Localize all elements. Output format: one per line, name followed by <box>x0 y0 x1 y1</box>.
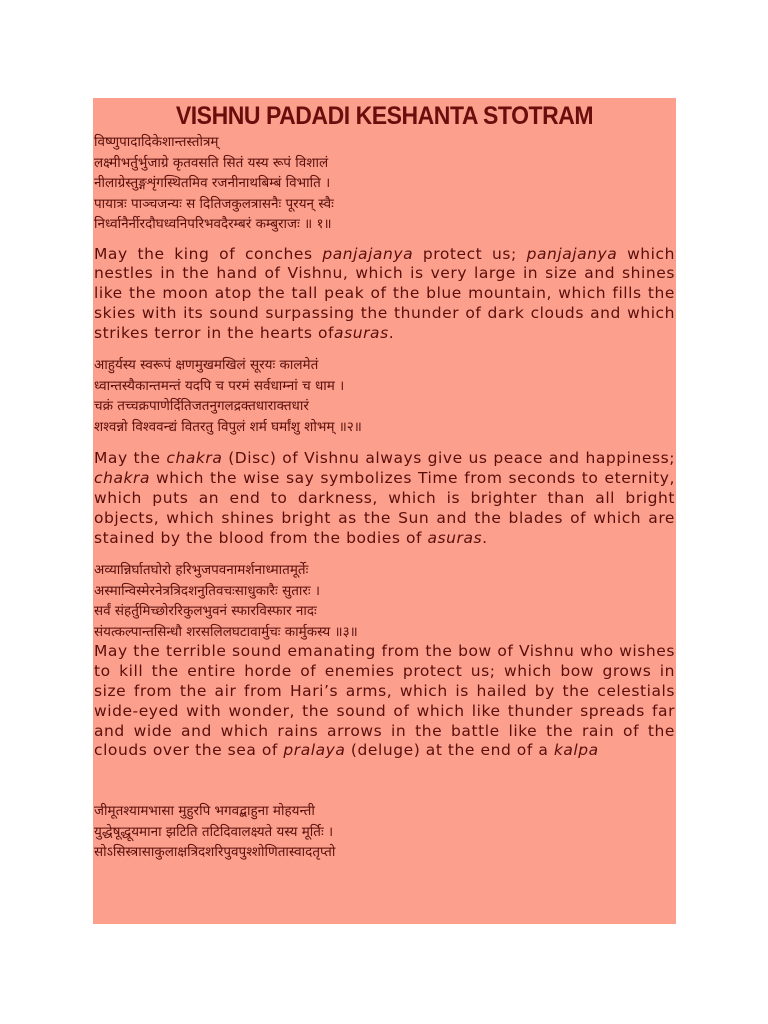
verse-line: अव्यान्निर्घातघोरो हरिभुजपवनामर्शनाध्मातमूर्तेः <box>94 562 309 579</box>
sanskrit-verse-3 <box>94 560 675 642</box>
document-page <box>93 98 676 924</box>
prose-italic: chakra <box>94 469 150 488</box>
prose-italic: panjajanya <box>322 244 414 263</box>
prose-text: May the <box>94 449 167 468</box>
verse-line: संयत्कल्पान्तसिन्धौ शरसलिलघटावार्मुचः कार्मुकस्य ॥३॥ <box>94 623 358 640</box>
sanskrit-verse-2 <box>94 355 675 437</box>
translation-paragraph-2 <box>94 449 675 548</box>
translation-paragraph-3 <box>94 642 675 761</box>
verse-line: चक्रं तच्चक्रपाणेर्दितिजतनुगलद्रक्तधाराक्तधारं <box>94 398 309 415</box>
prose-italic: chakra <box>166 449 223 468</box>
prose-italic: asuras <box>427 528 483 547</box>
prose-text: (deluge) at the end of a <box>345 741 554 760</box>
verse-line: सोऽसिस्त्रासाकुलाक्षत्रिदशरिपुवपुश्शोणितास्वादतृप्तो <box>94 844 336 861</box>
sanskrit-verse-4 <box>94 801 675 863</box>
prose-italic: panjajanya <box>526 244 618 263</box>
prose-italic: kalpa <box>553 741 599 760</box>
verse-line: शश्वन्नो विश्ववन्द्यं वितरतु विपुलं शर्म घर्मांशु शोभम् ॥२॥ <box>94 418 362 435</box>
prose-text: (Disc) of Vishnu always give us peace and happiness; <box>222 449 675 468</box>
verse-line: अस्मान्विस्मेरनेत्रत्रिदशनुतिवचःसाधुकारैः सुतारः । <box>94 582 321 599</box>
verse-line: निर्ध्वानैर्नीरदौघध्वनिपरिभवदैरम्बरं कम्बुराजः ॥ १॥ <box>94 216 332 232</box>
prose-italic: pralaya <box>283 741 346 760</box>
verse-line: विष्णुपादादिकेशान्तस्तोत्रम् <box>94 134 219 150</box>
verse-line: लक्ष्मीभर्तुर्भुजाग्रे कृतवसति सितं यस्य रूपं विशालं <box>94 154 329 171</box>
prose-text: protect us; <box>413 244 527 263</box>
translation-paragraph-1 <box>94 245 675 344</box>
prose-text: which the wise say symbolizes Time from seconds to eternity, which puts an end to darkness, which is brighter than all bright objects, which shines bright as the Sun and the blades of which are stained by the blood from the bodies of <box>94 469 675 547</box>
verse-line: युद्धेषूद्धूयमाना झटिति तटिदिवालक्ष्यते यस्य मूर्तिः । <box>94 823 334 840</box>
prose-text: May the terrible sound emanating from the bow of Vishnu who wishes to kill the entire horde of enemies protect us; which bow grows in size from the air from Hari’s arms, which is hailed by the celestials wide-eyed with wonder, the sound of which like thunder spreads far and wide and which rains arrows in the battle like the rain of the clouds over the sea of <box>94 642 675 760</box>
document-title: VISHNU PADADI KESHANTA STOTRAM <box>175 102 594 130</box>
verse-line: सर्वं संहर्तुमिच्छोररिकुलभुवनं स्फारविस्फार नादः <box>94 603 317 620</box>
verse-line: जीमूतश्यामभासा मुहुरपि भगवद्बाहुना मोहयन्ती <box>94 803 315 820</box>
verse-line: ध्वान्तस्यैकान्तमन्तं यदपि च परमं सर्वधाम्नां च धाम । <box>94 377 345 394</box>
verse-line: नीलाग्रेस्तुङ्गशृंगस्थितमिव रजनीनाथबिम्बं विभाति । <box>94 175 331 191</box>
prose-text: May the king of conches <box>94 244 323 263</box>
prose-text: which nestles in the hand of Vishnu, which is very large in size and shines like the moon atop the tall peak of the blue mountain, which fills the skies with its sound surpassing the thunder of dark clouds and which strikes terror in the hearts of <box>94 244 675 342</box>
prose-text: . <box>482 528 488 547</box>
verse-line: पायात्रः पाञ्चजन्यः स दितिजकुलत्रासनैः पूरयन् स्वैः <box>94 195 334 212</box>
prose-italic: asuras <box>334 323 389 342</box>
sanskrit-verse-1 <box>94 132 675 235</box>
verse-line: आहुर्यस्य स्वरूपं क्षणमुखमखिलं सूरयः कालमेतं <box>94 357 319 374</box>
prose-text: . <box>388 323 395 342</box>
